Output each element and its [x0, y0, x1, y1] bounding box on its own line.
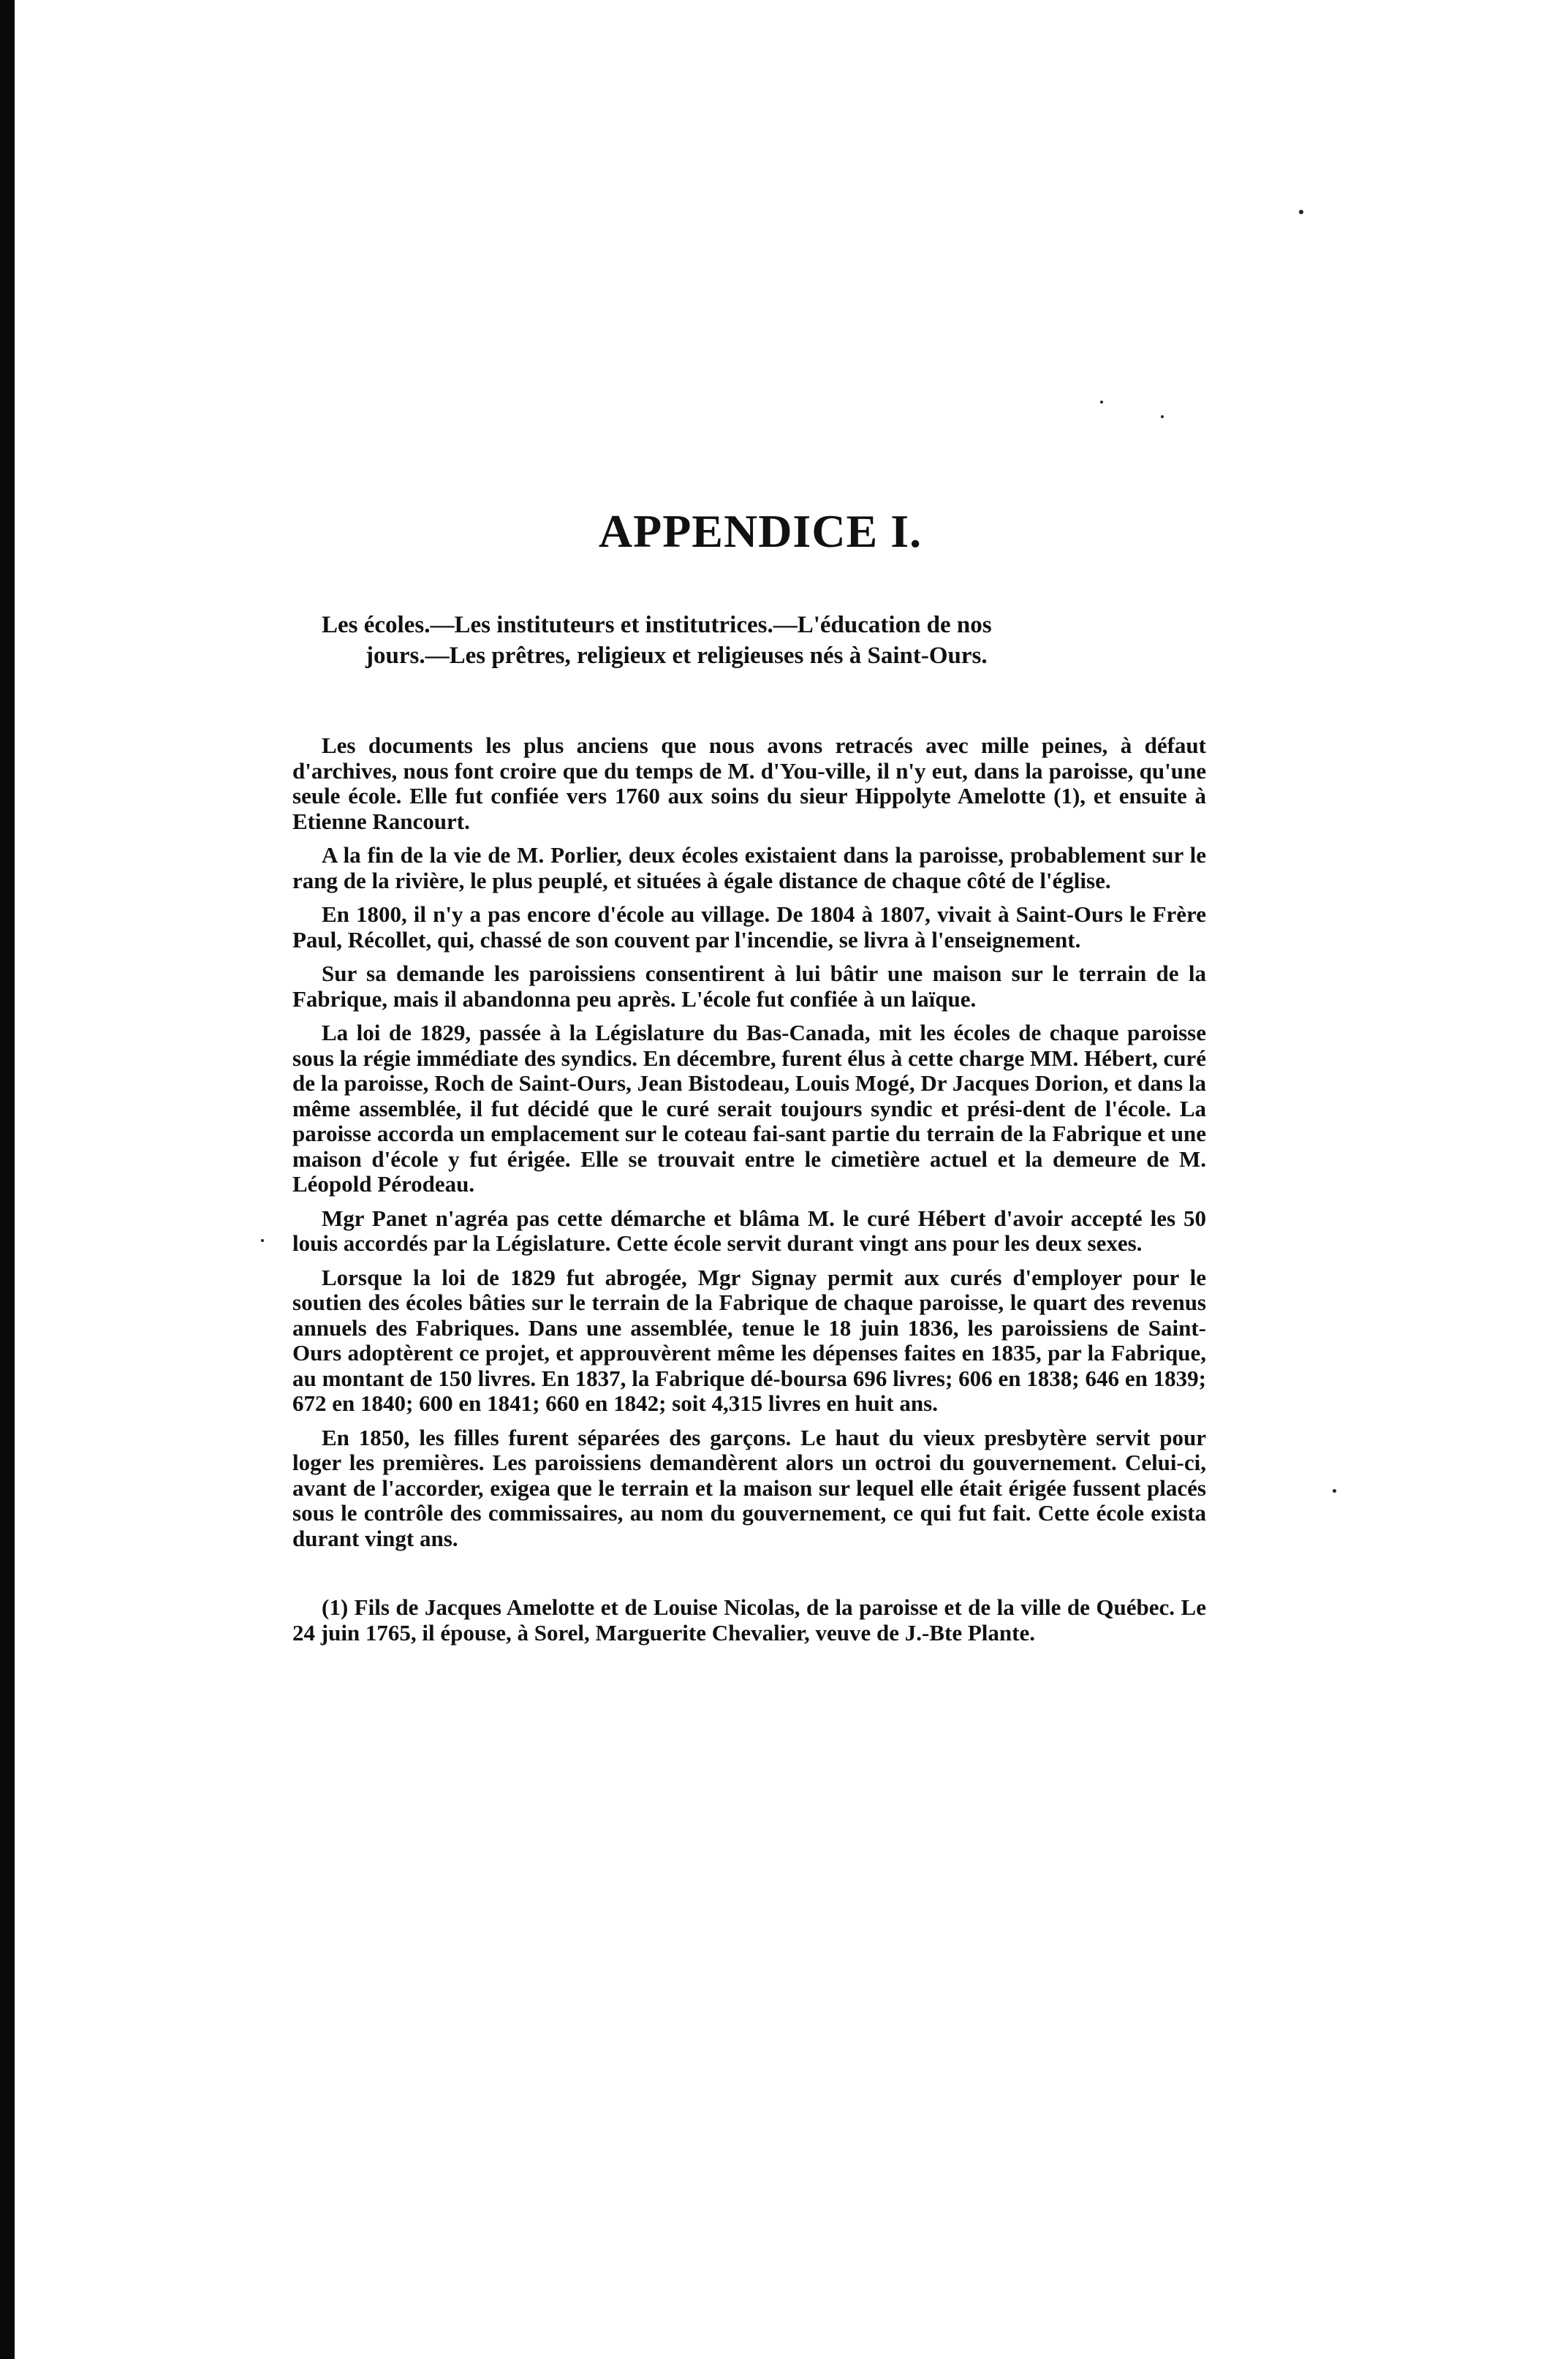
footnote: (1) Fils de Jacques Amelotte et de Louise Nicolas, de la paroisse et de la ville de Québec. Le 24 juin 1765, il épouse, à Sorel, Marguerite Chevalier, veuve de J.-Bte Plante. — [292, 1594, 1206, 1646]
body-paragraph: Les documents les plus anciens que nous avons retracés avec mille peines, à défaut d'archives, nous font croire que du temps de M. d'You-ville, il n'y eut, dans la paroisse, qu'une seule école. Elle fut confiée vers 1760 aux soins du sieur Hippolyte Amelotte (1), et ensuite à Etienne Rancourt. — [292, 732, 1206, 834]
page-title: APPENDICE I. — [598, 505, 923, 557]
scan-speck — [1161, 415, 1164, 418]
body-paragraph: En 1850, les filles furent séparées des garçons. Le haut du vieux presbytère servit pour loger les premières. Les paroissiens demandèrent alors un octroi du gouvernement. Celui-ci, avant de l'accorder, exigea que le terrain et la maison sur lequel elle était érigée fussent placés sous le contrôle des commissaires, au nom du gouvernement, ce qui fut fait. Cette école exista durant vingt ans. — [292, 1424, 1206, 1551]
scan-speck — [1333, 1489, 1336, 1493]
body-paragraph: En 1800, il n'y a pas encore d'école au village. De 1804 à 1807, vivait à Saint-Ours le Frère Paul, Récollet, qui, chassé de son couvent par l'incendie, se livra à l'enseignement. — [292, 901, 1206, 953]
scan-speck — [1100, 401, 1103, 404]
page-content — [292, 504, 1206, 1646]
summary-line: jours.—Les prêtres, religieux et religieuses nés à Saint-Ours. — [366, 643, 988, 669]
body-paragraph: Mgr Panet n'agréa pas cette démarche et blâma M. le curé Hébert d'avoir accepté les 50 louis accordés par la Législature. Cette école servit durant vingt ans pour les deux sexes. — [292, 1205, 1206, 1256]
body-paragraph: Lorsque la loi de 1829 fut abrogée, Mgr Signay permit aux curés d'employer pour le soutien des écoles bâties sur le terrain de la Fabrique de chaque paroisse, le quart des revenus annuels des Fabriques. Dans une assemblée, tenue le 18 juin 1836, les paroissiens de Saint-Ours adoptèrent ce projet, et approuvèrent même les dépenses faites en 1835, par la Fabrique, au montant de 150 livres. En 1837, la Fabrique dé-boursa 696 livres; 606 en 1838; 646 en 1839; 672 en 1840; 600 en 1841; 660 en 1842; soit 4,315 livres en huit ans. — [292, 1264, 1206, 1416]
chapter-summary — [292, 610, 1206, 671]
scan-speck — [1299, 210, 1303, 214]
body-paragraph: A la fin de la vie de M. Porlier, deux écoles existaient dans la paroisse, probablement sur le rang de la rivière, le plus peuplé, et situées à égale distance de chaque côté de l'église. — [292, 842, 1206, 893]
scan-speck — [261, 1239, 264, 1242]
summary-line: Les écoles.—Les instituteurs et institutrices.—L'éducation de nos — [322, 612, 992, 638]
body-paragraph: La loi de 1829, passée à la Législature du Bas-Canada, mit les écoles de chaque paroisse sous la régie immédiate des syndics. En décembre, furent élus à cette charge MM. Hébert, curé de la paroisse, Roch de Saint-Ours, Jean Bistodeau, Louis Mogé, Dr Jacques Dorion, et dans la même assemblée, il fut décidé que le curé serait toujours syndic et prési-dent de l'école. La paroisse accorda un emplacement sur le coteau fai-sant partie du terrain de la Fabrique et une maison d'école y fut érigée. Elle se trouvait entre le cimetière actuel et la demeure de M. Léopold Pérodeau. — [292, 1020, 1206, 1197]
body-paragraph: Sur sa demande les paroissiens consentirent à lui bâtir une maison sur le terrain de la Fabrique, mais il abandonna peu après. L'école fut confiée à un laïque. — [292, 961, 1206, 1012]
page-binding-edge — [0, 0, 15, 2359]
